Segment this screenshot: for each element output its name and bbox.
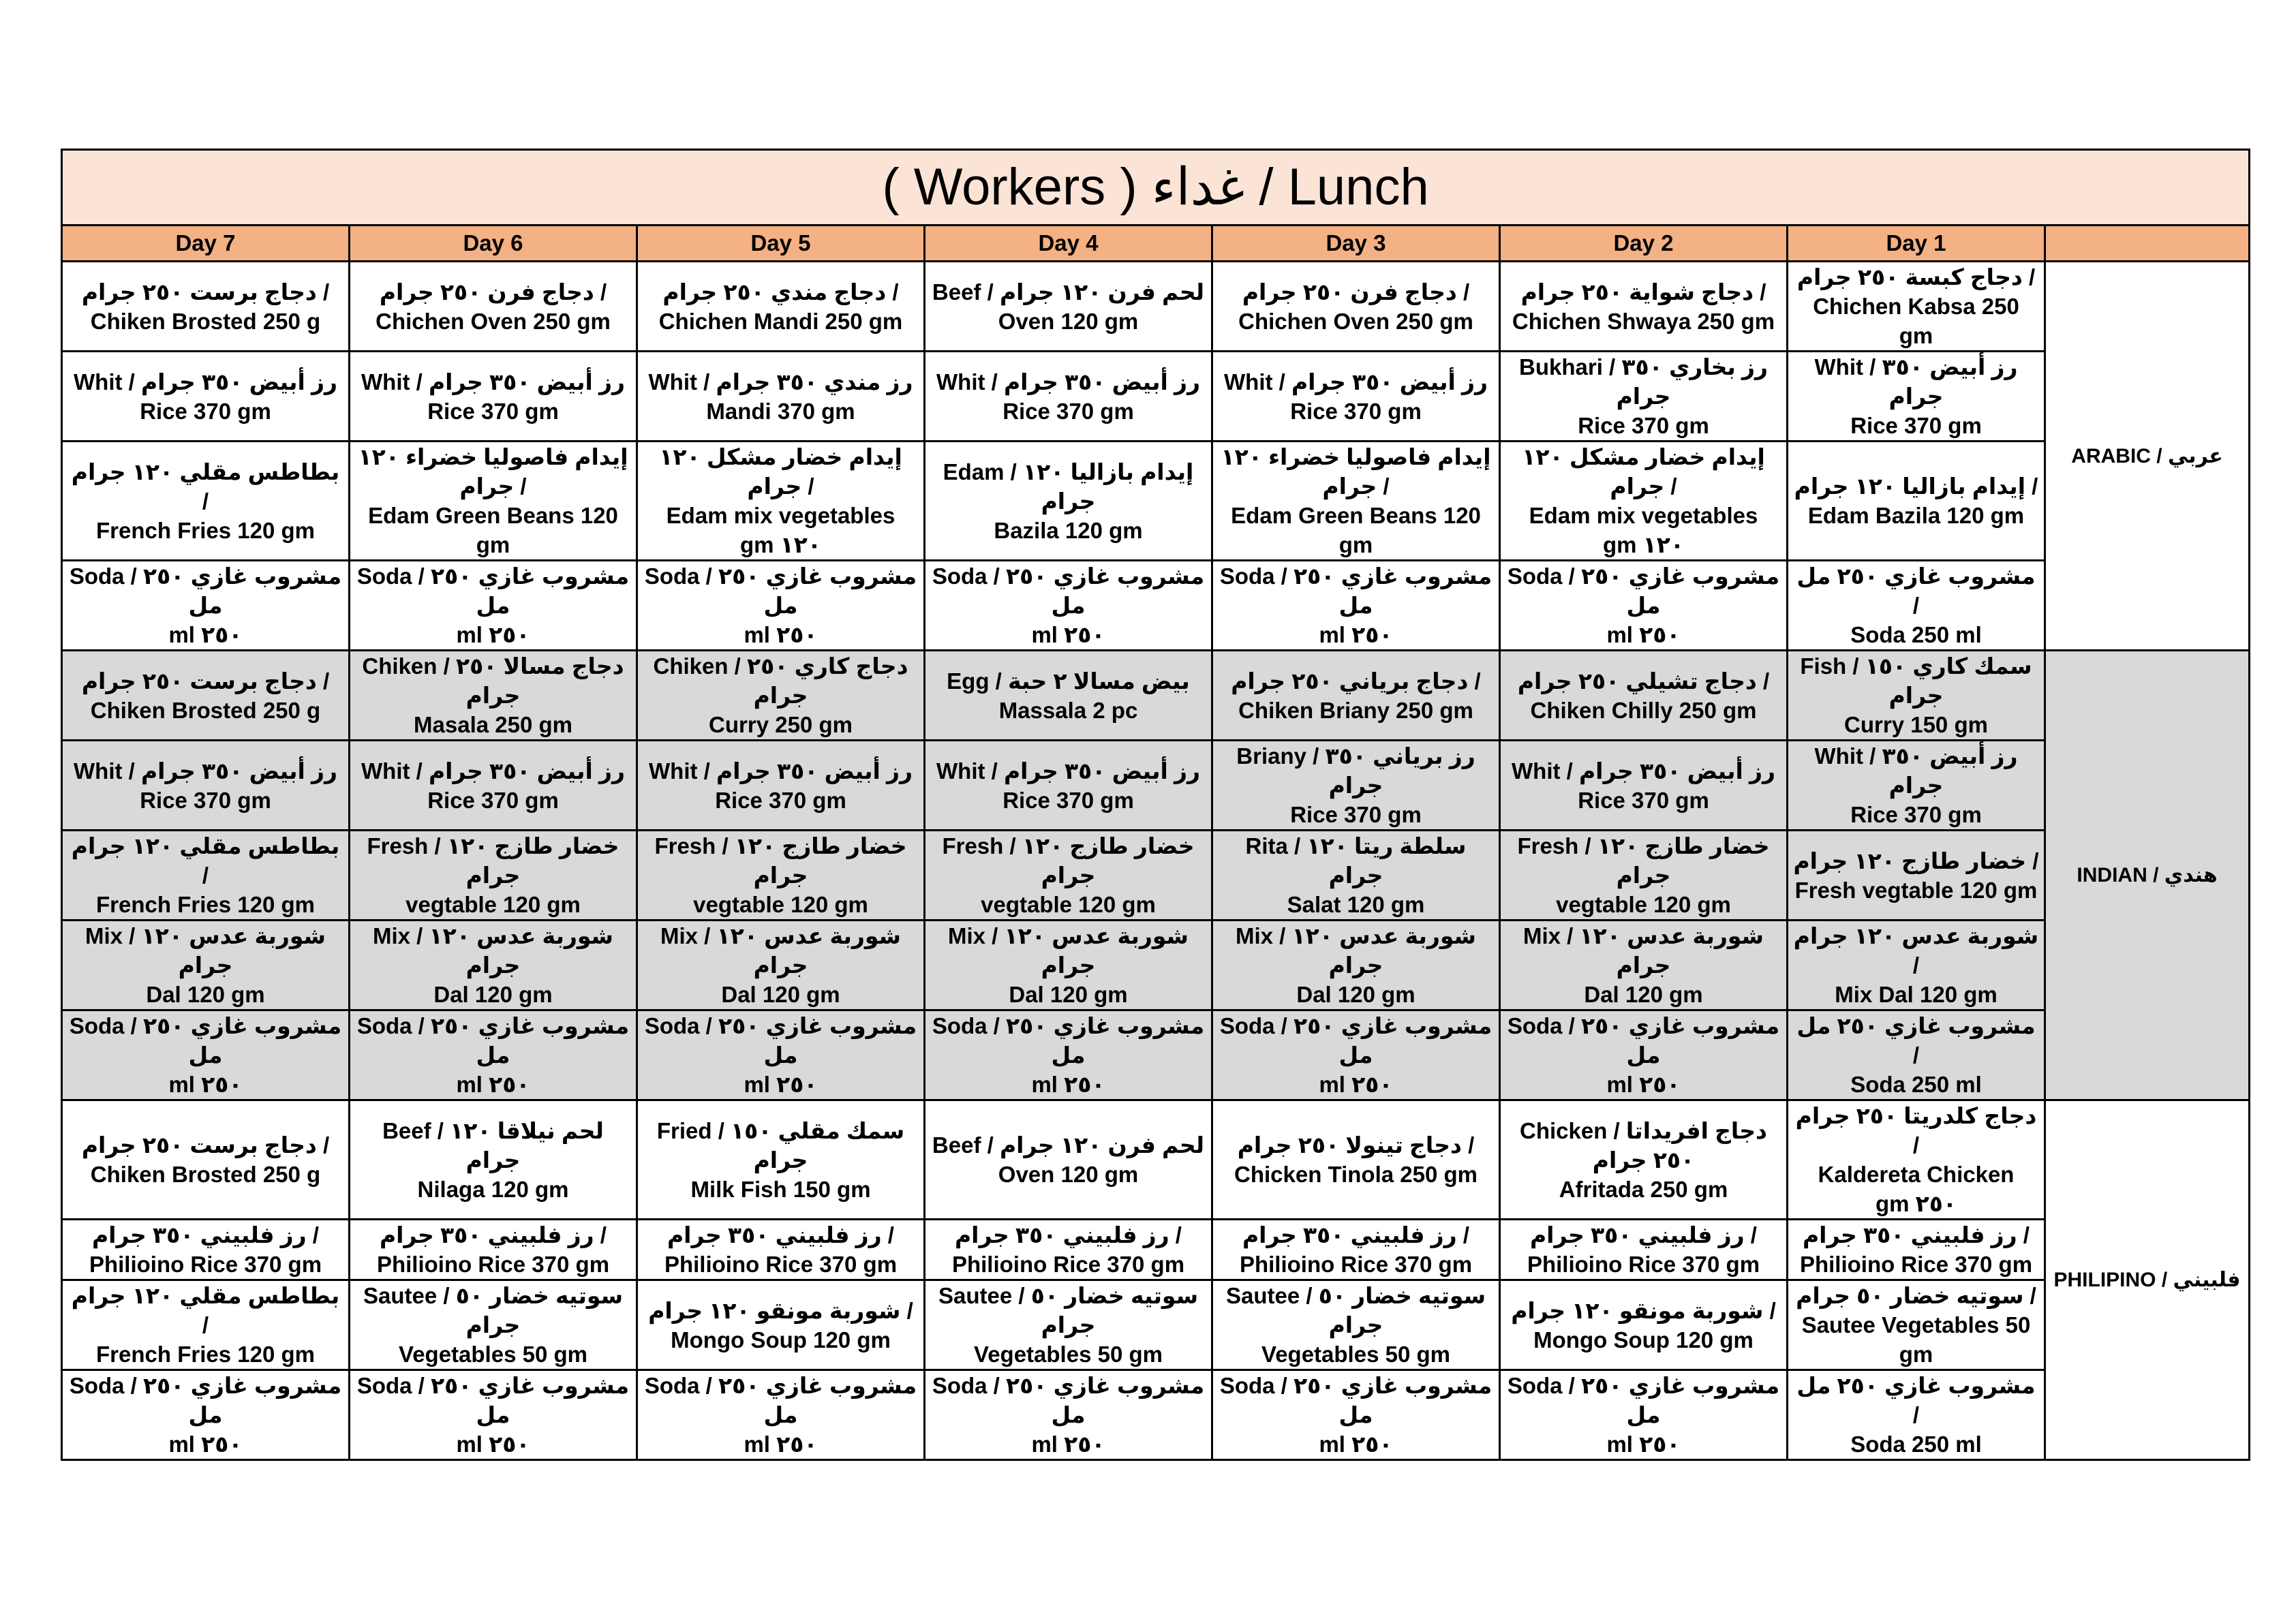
- menu-cell: [62, 262, 350, 352]
- menu-item-text: Whit / رز أبيض ٣٥٠ جرام Rice 370 gm: [936, 369, 1200, 424]
- menu-cell: [62, 1100, 350, 1220]
- menu-cell: [1500, 1280, 1788, 1370]
- menu-cell: [637, 1280, 925, 1370]
- menu-item-text: Soda / مشروب غازي ٢٥٠ مل ml ٢٥٠: [932, 1373, 1205, 1457]
- menu-cell: [350, 352, 637, 442]
- menu-cell: [1500, 741, 1788, 831]
- menu-cell: [62, 1220, 350, 1280]
- menu-cell: [1212, 352, 1500, 442]
- menu-item-text: Soda / مشروب غازي ٢٥٠ مل ml ٢٥٠: [644, 563, 917, 647]
- menu-cell: [350, 741, 637, 831]
- menu-cell: [1212, 831, 1500, 921]
- menu-cell: [925, 831, 1212, 921]
- menu-cell: [1788, 561, 2045, 651]
- menu-item-text: Fried / سمك مقلي ١٥٠ جرام Milk Fish 150 gm: [656, 1117, 905, 1202]
- menu-cell: [1500, 561, 1788, 651]
- menu-item-text: إيدام خضار مشكل ١٢٠ جرام / Edam mix vegetables gm ١٢٠: [659, 444, 902, 557]
- menu-item-text: دجاج تشيلي ٢٥٠ جرام / Chiken Chilly 250 gm: [1517, 668, 1770, 723]
- menu-item-text: إيدام فاصوليا خضراء ١٢٠ جرام / Edam Green Beans 120 gm: [358, 444, 628, 557]
- menu-item-text: رز فلبيني ٣٥٠ جرام / Philioino Rice 370 gm: [376, 1222, 610, 1277]
- menu-item-text: رز فلبيني ٣٥٠ جرام / Philioino Rice 370 gm: [664, 1222, 898, 1277]
- menu-item-text: Mix / شوربة عدس ١٢٠ جرام Dal 120 gm: [948, 923, 1189, 1007]
- menu-item-text: Soda / مشروب غازي ٢٥٠ مل ml ٢٥٠: [644, 1373, 917, 1457]
- menu-item-text: Soda / مشروب غازي ٢٥٠ مل ml ٢٥٠: [1507, 563, 1780, 647]
- menu-item-text: Whit / رز أبيض ٣٥٠ جرام Rice 370 gm: [1814, 743, 2018, 827]
- menu-item-text: إيدام بازاليا ١٢٠ جرام / Edam Bazila 120 gm: [1794, 474, 2038, 528]
- menu-cell: [62, 352, 350, 442]
- menu-item-text: دجاج برست ٢٥٠ جرام / Chiken Brosted 250 g: [81, 279, 330, 334]
- menu-item-text: دجاج كلدريتا ٢٥٠ جرام / Kaldereta Chicken gm ٢٥٠: [1795, 1103, 2037, 1216]
- menu-cell: [637, 352, 925, 442]
- menu-item-text: Chiken / دجاج مسالا ٢٥٠ جرام Masala 250 gm: [362, 653, 624, 737]
- menu-cell: [1500, 352, 1788, 442]
- menu-item-text: Soda / مشروب غازي ٢٥٠ مل ml ٢٥٠: [1507, 1373, 1780, 1457]
- menu-item-text: رز فلبيني ٣٥٠ جرام / Philioino Rice 370 gm: [1527, 1222, 1760, 1277]
- menu-cell: [1788, 921, 2045, 1010]
- menu-cell: [925, 741, 1212, 831]
- menu-cell: [925, 651, 1212, 741]
- menu-cell: [1788, 651, 2045, 741]
- menu-item-text: Soda / مشروب غازي ٢٥٠ مل ml ٢٥٠: [356, 563, 630, 647]
- menu-cell: [1788, 352, 2045, 442]
- menu-title: ( Workers ) غداء / Lunch: [62, 150, 2250, 226]
- menu-item-text: Fresh / خضار طازج ١٢٠ جرام vegtable 120 gm: [654, 833, 907, 917]
- category-header-blank: [2045, 226, 2250, 262]
- menu-item-text: Soda / مشروب غازي ٢٥٠ مل ml ٢٥٠: [69, 563, 342, 647]
- menu-cell: [925, 921, 1212, 1010]
- menu-item-text: Bukhari / رز بخاري ٣٥٠ جرام Rice 370 gm: [1519, 354, 1768, 438]
- menu-item-text: Whit / رز أبيض ٣٥٠ جرام Rice 370 gm: [74, 369, 337, 424]
- menu-cell: [637, 741, 925, 831]
- menu-item-text: Beef / لحم فرن ١٢٠ جرام Oven 120 gm: [932, 1132, 1205, 1187]
- menu-item-text: Whit / رز أبيض ٣٥٠ جرام Rice 370 gm: [936, 758, 1200, 813]
- day-header-row: [62, 226, 2250, 262]
- menu-row: [62, 442, 2250, 561]
- menu-item-text: Whit / رز أبيض ٣٥٠ جرام Rice 370 gm: [1512, 758, 1775, 813]
- menu-cell: [637, 1010, 925, 1100]
- day-header: Day 7: [62, 226, 350, 262]
- menu-cell: [637, 561, 925, 651]
- menu-item-text: Soda / مشروب غازي ٢٥٠ مل ml ٢٥٠: [69, 1373, 342, 1457]
- menu-item-text: Whit / رز أبيض ٣٥٠ جرام Rice 370 gm: [1224, 369, 1488, 424]
- menu-cell: [62, 651, 350, 741]
- menu-cell: [1788, 831, 2045, 921]
- menu-item-text: رز فلبيني ٣٥٠ جرام / Philioino Rice 370 gm: [951, 1222, 1185, 1277]
- menu-cell: [925, 1280, 1212, 1370]
- menu-item-text: Soda / مشروب غازي ٢٥٠ مل ml ٢٥٠: [644, 1013, 917, 1097]
- menu-cell: [637, 921, 925, 1010]
- menu-item-text: إيدام خضار مشكل ١٢٠ جرام / Edam mix vegetables gm ١٢٠: [1522, 444, 1765, 557]
- day-header: Day 2: [1500, 226, 1788, 262]
- menu-item-text: Fresh / خضار طازج ١٢٠ جرام vegtable 120 gm: [367, 833, 619, 917]
- day-header: Day 4: [925, 226, 1212, 262]
- menu-cell: [1788, 1370, 2045, 1460]
- menu-item-text: Whit / رز أبيض ٣٥٠ جرام Rice 370 gm: [649, 758, 913, 813]
- menu-cell: [1788, 1220, 2045, 1280]
- menu-item-text: مشروب غازي ٢٥٠ مل / Soda 250 ml: [1796, 1013, 2036, 1097]
- menu-item-text: Soda / مشروب غازي ٢٥٠ مل ml ٢٥٠: [1507, 1013, 1780, 1097]
- menu-cell: [925, 1220, 1212, 1280]
- menu-cell: [1212, 442, 1500, 561]
- menu-cell: [1212, 1010, 1500, 1100]
- menu-cell: [1500, 262, 1788, 352]
- cuisine-category: INDIAN / هندي: [2045, 651, 2250, 1100]
- menu-item-text: Edam / إيدام بازاليا ١٢٠ جرام Bazila 120 gm: [943, 459, 1194, 543]
- menu-cell: [350, 561, 637, 651]
- menu-cell: [1212, 262, 1500, 352]
- menu-item-text: Mix / شوربة عدس ١٢٠ جرام Dal 120 gm: [1523, 923, 1764, 1007]
- menu-row: [62, 352, 2250, 442]
- menu-item-text: Whit / رز أبيض ٣٥٠ جرام Rice 370 gm: [361, 758, 625, 813]
- menu-cell: [1500, 831, 1788, 921]
- menu-row: [62, 1280, 2250, 1370]
- menu-item-text: Mix / شوربة عدس ١٢٠ جرام Dal 120 gm: [660, 923, 901, 1007]
- menu-cell: [1500, 1220, 1788, 1280]
- menu-item-text: Soda / مشروب غازي ٢٥٠ مل ml ٢٥٠: [356, 1373, 630, 1457]
- menu-cell: [637, 831, 925, 921]
- menu-item-text: Soda / مشروب غازي ٢٥٠ مل ml ٢٥٠: [1219, 1373, 1493, 1457]
- menu-cell: [350, 831, 637, 921]
- menu-cell: [925, 561, 1212, 651]
- menu-item-text: دجاج برست ٢٥٠ جرام / Chiken Brosted 250 g: [81, 1132, 330, 1187]
- menu-cell: [637, 262, 925, 352]
- menu-cell: [62, 921, 350, 1010]
- menu-cell: [62, 831, 350, 921]
- menu-cell: [637, 1220, 925, 1280]
- menu-item-text: Whit / رز أبيض ٣٥٠ جرام Rice 370 gm: [361, 369, 625, 424]
- menu-cell: [350, 651, 637, 741]
- menu-cell: [637, 1370, 925, 1460]
- menu-cell: [350, 1280, 637, 1370]
- menu-cell: [350, 262, 637, 352]
- cuisine-category: ARABIC / عربي: [2045, 262, 2250, 651]
- menu-row: [62, 1220, 2250, 1280]
- menu-cell: [62, 741, 350, 831]
- menu-cell: [62, 1010, 350, 1100]
- menu-item-text: Mix / شوربة عدس ١٢٠ جرام Dal 120 gm: [1236, 923, 1476, 1007]
- menu-cell: [1788, 1010, 2045, 1100]
- menu-item-text: Whit / رز أبيض ٣٥٠ جرام Rice 370 gm: [74, 758, 337, 813]
- menu-row: [62, 1010, 2250, 1100]
- menu-cell: [637, 651, 925, 741]
- menu-row: [62, 1100, 2250, 1220]
- menu-item-text: Mix / شوربة عدس ١٢٠ جرام Dal 120 gm: [85, 923, 326, 1007]
- menu-cell: [1212, 1220, 1500, 1280]
- menu-item-text: دجاج كبسة ٢٥٠ جرام / Chichen Kabsa 250 gm: [1796, 264, 2036, 348]
- menu-cell: [925, 1100, 1212, 1220]
- menu-cell: [1500, 1010, 1788, 1100]
- menu-row: [62, 831, 2250, 921]
- menu-item-text: مشروب غازي ٢٥٠ مل / Soda 250 ml: [1796, 563, 2036, 647]
- menu-row: [62, 651, 2250, 741]
- menu-item-text: Whit / رز مندي ٣٥٠ جرام Mandi 370 gm: [648, 369, 913, 424]
- menu-item-text: Mix / شوربة عدس ١٢٠ جرام Dal 120 gm: [373, 923, 613, 1007]
- menu-item-text: Rita / سلطة ريتا ١٢٠ جرام Salat 120 gm: [1245, 833, 1467, 917]
- menu-item-text: دجاج فرن ٢٥٠ جرام / Chichen Oven 250 gm: [376, 279, 611, 334]
- menu-item-text: Sautee / سوتيه خضار ٥٠ جرام Vegetables 50 gm: [938, 1283, 1199, 1367]
- menu-item-text: دجاج تينولا ٢٥٠ جرام / Chicken Tinola 250 gm: [1234, 1132, 1478, 1187]
- menu-item-text: Sautee / سوتيه خضار ٥٠ جرام Vegetables 50 gm: [363, 1283, 624, 1367]
- menu-cell: [925, 1010, 1212, 1100]
- menu-cell: [1500, 1100, 1788, 1220]
- cuisine-category: PHILIPINO / فلبيني: [2045, 1100, 2250, 1460]
- menu-cell: [62, 1370, 350, 1460]
- menu-item-text: Sautee / سوتيه خضار ٥٠ جرام Vegetables 50 gm: [1225, 1283, 1486, 1367]
- menu-cell: [1212, 1280, 1500, 1370]
- menu-item-text: دجاج برست ٢٥٠ جرام / Chiken Brosted 250 g: [81, 668, 330, 723]
- menu-row: [62, 921, 2250, 1010]
- menu-item-text: رز فلبيني ٣٥٠ جرام / Philioino Rice 370 gm: [89, 1222, 322, 1277]
- day-header: Day 1: [1788, 226, 2045, 262]
- menu-item-text: رز فلبيني ٣٥٠ جرام / Philioino Rice 370 gm: [1239, 1222, 1473, 1277]
- menu-item-text: دجاج مندي ٢٥٠ جرام / Chichen Mandi 250 gm: [658, 279, 903, 334]
- menu-cell: [1212, 1100, 1500, 1220]
- menu-item-text: Whit / رز أبيض ٣٥٠ جرام Rice 370 gm: [1814, 354, 2018, 438]
- day-header: Day 5: [637, 226, 925, 262]
- menu-cell: [637, 442, 925, 561]
- menu-cell: [1788, 262, 2045, 352]
- menu-item-text: إيدام فاصوليا خضراء ١٢٠ جرام / Edam Green Beans 120 gm: [1221, 444, 1491, 557]
- menu-item-text: بطاطس مقلي ١٢٠ جرام / French Fries 120 gm: [71, 459, 340, 543]
- menu-item-text: بطاطس مقلي ١٢٠ جرام / French Fries 120 gm: [71, 1283, 340, 1367]
- menu-item-text: Chiken / دجاج كاري ٢٥٠ جرام Curry 250 gm: [653, 653, 908, 737]
- menu-cell: [1212, 741, 1500, 831]
- menu-item-text: Egg / بيض مسالا ٢ حبة Massala 2 pc: [947, 668, 1190, 723]
- menu-item-text: دجاج برياني ٢٥٠ جرام / Chiken Briany 250 gm: [1231, 668, 1481, 723]
- menu-cell: [350, 921, 637, 1010]
- day-header: Day 6: [350, 226, 637, 262]
- menu-row: [62, 1370, 2250, 1460]
- menu-cell: [1788, 741, 2045, 831]
- menu-item-text: دجاج شواية ٢٥٠ جرام / Chichen Shwaya 250 gm: [1512, 279, 1775, 334]
- menu-cell: [925, 1370, 1212, 1460]
- menu-body: [62, 262, 2250, 1460]
- menu-item-text: Soda / مشروب غازي ٢٥٠ مل ml ٢٥٠: [1219, 563, 1493, 647]
- menu-item-text: خضار طازج ١٢٠ جرام / Fresh vegtable 120 gm: [1793, 848, 2039, 903]
- menu-item-text: شوربة عدس ١٢٠ جرام / Mix Dal 120 gm: [1793, 923, 2039, 1007]
- menu-cell: [637, 1100, 925, 1220]
- menu-cell: [925, 352, 1212, 442]
- menu-item-text: Soda / مشروب غازي ٢٥٠ مل ml ٢٥٠: [932, 563, 1205, 647]
- menu-item-text: شوربة مونقو ١٢٠ جرام / Mongo Soup 120 gm: [1511, 1297, 1776, 1352]
- menu-cell: [1212, 651, 1500, 741]
- menu-cell: [1500, 442, 1788, 561]
- menu-row: [62, 262, 2250, 352]
- menu-item-text: Fresh / خضار طازج ١٢٠ جرام vegtable 120 gm: [942, 833, 1195, 917]
- menu-cell: [1500, 921, 1788, 1010]
- menu-cell: [350, 1010, 637, 1100]
- menu-cell: [1212, 561, 1500, 651]
- menu-cell: [350, 1370, 637, 1460]
- menu-cell: [925, 262, 1212, 352]
- menu-cell: [350, 1220, 637, 1280]
- menu-cell: [1212, 1370, 1500, 1460]
- menu-cell: [350, 442, 637, 561]
- menu-row: [62, 741, 2250, 831]
- day-header: Day 3: [1212, 226, 1500, 262]
- menu-cell: [62, 1280, 350, 1370]
- menu-item-text: Fresh / خضار طازج ١٢٠ جرام vegtable 120 gm: [1517, 833, 1770, 917]
- lunch-menu-table: [61, 149, 2250, 1461]
- menu-row: [62, 561, 2250, 651]
- menu-item-text: Beef / لحم فرن ١٢٠ جرام Oven 120 gm: [932, 279, 1205, 334]
- menu-cell: [1788, 442, 2045, 561]
- menu-item-text: Soda / مشروب غازي ٢٥٠ مل ml ٢٥٠: [932, 1013, 1205, 1097]
- menu-cell: [350, 1100, 637, 1220]
- menu-item-text: بطاطس مقلي ١٢٠ جرام / French Fries 120 gm: [71, 833, 340, 917]
- menu-cell: [1788, 1280, 2045, 1370]
- menu-cell: [1500, 651, 1788, 741]
- menu-cell: [1212, 921, 1500, 1010]
- menu-item-text: دجاج فرن ٢٥٠ جرام / Chichen Oven 250 gm: [1238, 279, 1473, 334]
- menu-item-text: مشروب غازي ٢٥٠ مل / Soda 250 ml: [1796, 1373, 2036, 1457]
- menu-item-text: Beef / لحم نيلاقا ١٢٠ جرام Nilaga 120 gm: [382, 1117, 604, 1202]
- menu-cell: [1500, 1370, 1788, 1460]
- menu-item-text: Chicken / دجاج افريداتا ٢٥٠ جرام Afritada 250 gm: [1520, 1117, 1767, 1202]
- menu-item-text: Soda / مشروب غازي ٢٥٠ مل ml ٢٥٠: [356, 1013, 630, 1097]
- menu-item-text: Fish / سمك كاري ١٥٠ جرام Curry 150 gm: [1800, 653, 2032, 737]
- menu-cell: [925, 442, 1212, 561]
- menu-cell: [62, 442, 350, 561]
- menu-cell: [62, 561, 350, 651]
- menu-cell: [1788, 1100, 2045, 1220]
- menu-item-text: شوربة مونقو ١٢٠ جرام / Mongo Soup 120 gm: [648, 1297, 913, 1352]
- menu-item-text: سوتيه خضار ٥٠ جرام / Sautee Vegetables 50 gm: [1796, 1283, 2036, 1367]
- menu-item-text: Briany / رز برياني ٣٥٠ جرام Rice 370 gm: [1236, 743, 1475, 827]
- menu-item-text: Soda / مشروب غازي ٢٥٠ مل ml ٢٥٠: [69, 1013, 342, 1097]
- menu-item-text: رز فلبيني ٣٥٠ جرام / Philioino Rice 370 gm: [1799, 1222, 2033, 1277]
- menu-item-text: Soda / مشروب غازي ٢٥٠ مل ml ٢٥٠: [1219, 1013, 1493, 1097]
